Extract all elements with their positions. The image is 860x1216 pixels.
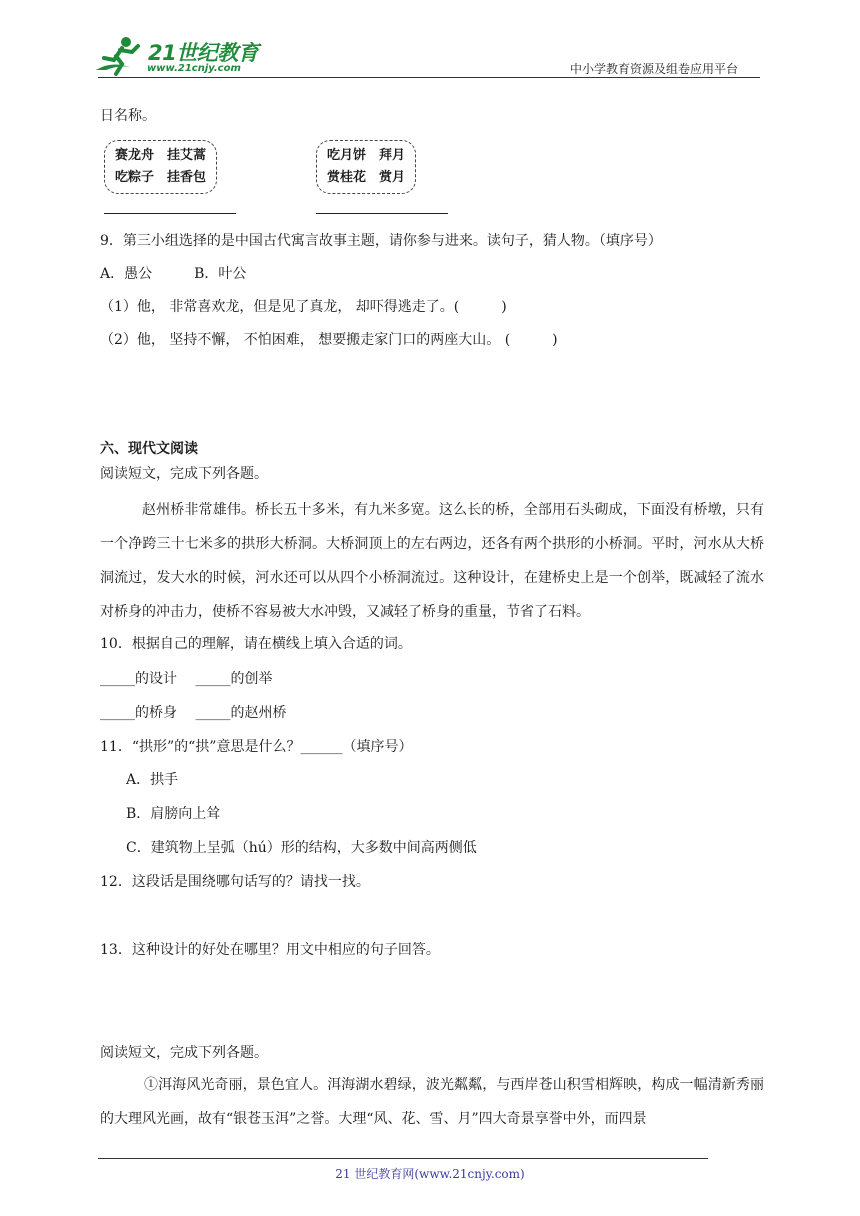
header-divider	[98, 77, 760, 78]
logo-runner-icon	[92, 34, 152, 78]
reading2-instruction: 阅读短文，完成下列各题。	[100, 1045, 268, 1061]
site-name: 中小学教育资源及组卷应用平台	[570, 62, 739, 76]
reading-instruction: 阅读短文，完成下列各题。	[100, 466, 268, 482]
footer-text: 21 世纪教育网(www.21cnjy.com)	[335, 1167, 525, 1181]
box1-line1: 赛龙舟 挂艾蒿	[115, 148, 207, 163]
festival-box-mid-autumn	[316, 140, 416, 194]
q9-sentence-1: （1）他， 非常喜欢龙，但是见了真龙， 却吓得逃走了。( )	[100, 299, 507, 315]
logo-url: www.21cnjy.com	[147, 63, 241, 74]
q11-stem: 11．“拱形”的“拱”意思是什么？______（填序号）	[100, 739, 413, 755]
q10-stem: 10．根据自己的理解，请在横线上填入合适的词。	[100, 636, 412, 652]
box2-line1: 吃月饼 拜月	[327, 148, 406, 163]
answer-line-2[interactable]	[316, 213, 448, 214]
q10-blanks-row1: _____的设计 _____的创举	[100, 671, 273, 687]
answer-line-1[interactable]	[104, 213, 236, 214]
q11-option-c: C．建筑物上呈弧（hú）形的结构，大多数中间高两侧低	[126, 840, 477, 856]
box2-line2: 赏桂花 赏月	[327, 170, 406, 185]
passage-erhai: ①洱海风光奇丽，景色宜人。洱海湖水碧绿，波光粼粼，与西岸苍山积雪相辉映，构成一幅清新秀丽的大理风光画，故有“银苍玉洱”之誉。大理“风、花、雪、月”四大奇景享誉中外，而四景	[100, 1077, 764, 1127]
q8-tail: 日名称。	[100, 108, 156, 124]
q11-option-a: A．拱手	[126, 772, 179, 788]
q13-stem: 13．这种设计的好处在哪里？用文中相应的句子回答。	[100, 942, 440, 958]
q9-options: A．愚公 B．叶公	[100, 266, 247, 282]
q9-stem: 9．第三小组选择的是中国古代寓言故事主题，请你参与进来。读句子，猜人物。（填序号）	[100, 233, 662, 249]
festival-box-dragon-boat	[104, 140, 217, 194]
footer-divider	[98, 1158, 708, 1159]
section-title: 六、现代文阅读	[100, 441, 198, 457]
q12-stem: 12．这段话是围绕哪句话写的？请找一找。	[100, 874, 370, 890]
q10-blanks-row2: _____的桥身 _____的赵州桥	[100, 705, 287, 721]
q9-sentence-2: （2）他， 坚持不懈， 不怕困难， 想要搬走家门口的两座大山。 ( )	[100, 332, 558, 348]
logo-text: 21世纪教育	[148, 41, 259, 65]
passage-zhaozhou-bridge: 赵州桥非常雄伟。桥长五十多米，有九米多宽。这么长的桥，全部用石头砌成，下面没有桥墩，只有一个净跨三十七米多的拱形大桥洞。大桥洞顶上的左右两边，还各有两个拱形的小桥洞。平时，河水从大桥洞流过，发大水的时候，河水还可以从四个小桥洞流过。这种设计，在建桥史上是一个创举，既减轻了流水对桥身的冲击力，使桥不容易被大水冲毁，又减轻了桥身的重量，节省了石料。	[100, 502, 764, 620]
box1-line2: 吃粽子 挂香包	[115, 170, 207, 185]
q11-option-b: B．肩膀向上耸	[126, 806, 221, 822]
